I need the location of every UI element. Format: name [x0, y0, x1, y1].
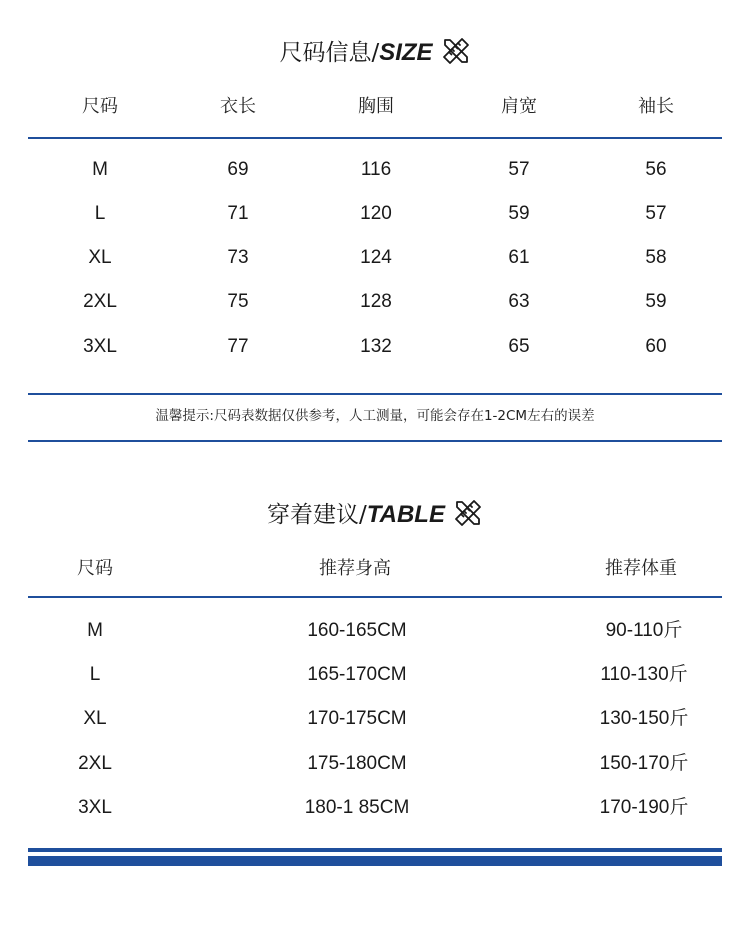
table-cell: 61: [508, 247, 530, 268]
table-cell: L: [94, 203, 106, 224]
size-table-header: [0, 92, 750, 122]
table-cell: 90-110斤: [605, 620, 683, 641]
footer-stripe-thick: [28, 856, 722, 866]
measurement-tip: 温馨提示:尺码表数据仅供参考，人工测量，可能会存在1-2CM左右的误差: [155, 408, 595, 424]
table-cell: 63: [508, 291, 530, 312]
table-cell: 180-1 85CM: [304, 797, 410, 818]
table-cell: 132: [360, 336, 392, 357]
table-cell: L: [89, 664, 101, 685]
header-shoulder: 肩宽: [501, 96, 537, 117]
table-row: [0, 704, 750, 734]
header-sleeve: 袖长: [638, 96, 674, 117]
header-size: 尺码: [77, 558, 113, 579]
header-weight: 推荐体重: [605, 558, 677, 579]
header-height: 推荐身高: [319, 558, 391, 579]
table-cell: 71: [227, 203, 249, 224]
table-cell: 77: [227, 336, 249, 357]
table-cell: 170-190斤: [599, 797, 689, 818]
table-title-cn: 穿着建议/: [267, 502, 367, 528]
table-section-title: [0, 496, 750, 529]
table-cell: 175-180CM: [307, 753, 407, 774]
table-cell: M: [92, 159, 108, 180]
table-row: [0, 793, 750, 823]
divider: [28, 440, 722, 442]
table-cell: 65: [508, 336, 530, 357]
table-cell: 73: [227, 247, 249, 268]
table-cell: 69: [227, 159, 249, 180]
size-title-cn: 尺码信息/: [279, 40, 380, 66]
header-length: 衣长: [220, 96, 256, 117]
table-row: [0, 243, 750, 273]
footer-stripe-thin: [28, 848, 722, 852]
table-cell: 150-170斤: [599, 753, 689, 774]
table-cell: 2XL: [83, 291, 117, 312]
table-cell: 160-165CM: [307, 620, 407, 641]
table-row: [0, 155, 750, 185]
table-cell: 110-130斤: [600, 664, 688, 685]
table-row: [0, 660, 750, 690]
divider: [28, 137, 722, 139]
table-cell: 120: [360, 203, 392, 224]
table-cell: 2XL: [78, 753, 112, 774]
ruler-pencil-icon: [441, 36, 471, 66]
table-row: [0, 332, 750, 362]
table-cell: 59: [645, 291, 667, 312]
table-cell: 58: [645, 247, 667, 268]
header-size: 尺码: [82, 96, 118, 117]
recommendation-table-header: [0, 554, 750, 584]
table-cell: 3XL: [83, 336, 117, 357]
divider: [28, 393, 722, 395]
table-cell: 124: [360, 247, 392, 268]
table-cell: 57: [508, 159, 530, 180]
table-cell: 130-150斤: [599, 708, 689, 729]
table-cell: 60: [645, 336, 667, 357]
table-cell: M: [87, 620, 103, 641]
table-cell: 56: [645, 159, 667, 180]
divider: [28, 596, 722, 598]
size-section-title: [0, 34, 750, 67]
table-cell: XL: [83, 708, 107, 729]
table-cell: 75: [227, 291, 249, 312]
table-cell: 170-175CM: [307, 708, 407, 729]
table-cell: 57: [645, 203, 667, 224]
table-cell: 116: [360, 159, 392, 180]
table-row: [0, 199, 750, 229]
table-cell: XL: [88, 247, 112, 268]
table-cell: 59: [508, 203, 530, 224]
size-title-en: SIZE: [379, 39, 433, 66]
table-row: [0, 616, 750, 646]
table-cell: 128: [360, 291, 392, 312]
table-cell: 165-170CM: [307, 664, 407, 685]
table-title-en: TABLE: [366, 501, 445, 528]
table-cell: 3XL: [78, 797, 112, 818]
header-chest: 胸围: [358, 96, 394, 117]
table-row: [0, 287, 750, 317]
table-row: [0, 749, 750, 779]
ruler-pencil-icon: [453, 498, 483, 528]
